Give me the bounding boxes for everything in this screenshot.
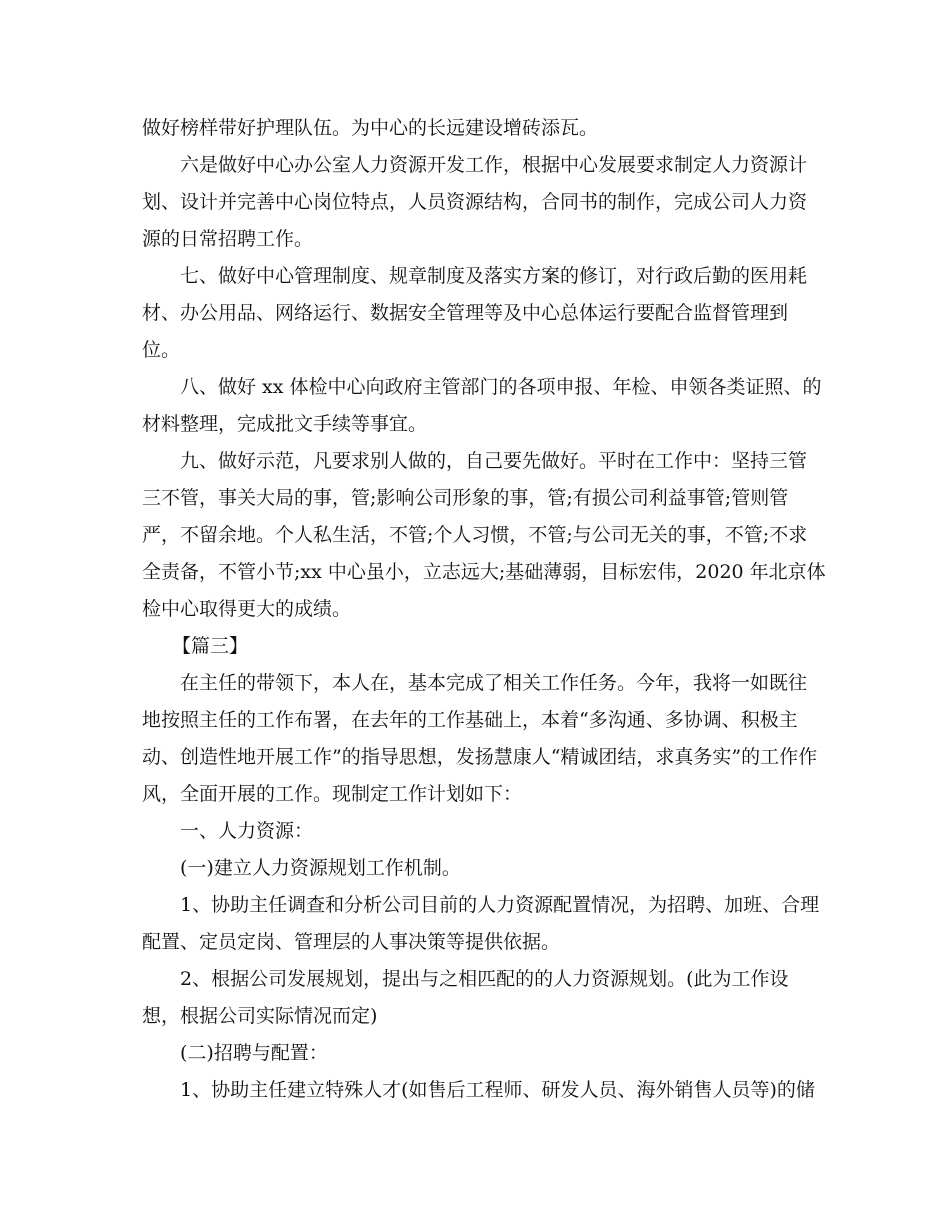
text-line: 检中心取得更大的成绩。 — [142, 598, 352, 620]
paragraph-seven-line: 七、做好中心管理制度、规章制度及落实方案的修订，对行政后勤的医用耗 — [180, 265, 808, 287]
list-item-line: 1、协助主任调查和分析公司目前的人力资源配置情况，为招聘、加班、合理 — [180, 894, 820, 916]
subheading-human-resources: 一、人力资源： — [180, 820, 314, 842]
text-line: 地按照主任的工作布署，在去年的工作基础上，本着“多沟通、多协调、积极主 — [142, 709, 798, 731]
text-line: 风，全面开展的工作。现制定工作计划如下： — [142, 783, 523, 805]
text-line: 全责备，不管小节;xx 中心虽小，立志远大;基础薄弱，目标宏伟，2020 年北京体 — [142, 561, 826, 583]
text-line: 做好榜样带好护理队伍。为中心的长远建设增砖添瓦。 — [142, 117, 599, 139]
text-line: 位。 — [142, 339, 181, 361]
text-line: 材料整理，完成批文手续等事宜。 — [142, 413, 428, 435]
text-line: 源的日常招聘工作。 — [142, 228, 314, 250]
list-item-line: 1、协助主任建立特殊人才(如售后工程师、研发人员、海外销售人员等)的储 — [180, 1079, 815, 1101]
text-line: 想，根据公司实际情况而定) — [142, 1005, 378, 1027]
text-line: 划、设计并完善中心岗位特点，人员资源结构，合同书的制作，完成公司人力资 — [142, 191, 808, 213]
text-line: 严，不留余地。个人私生活，不管;个人习惯，不管;与公司无关的事，不管;不求 — [142, 524, 808, 546]
subheading-planning-mechanism: (一)建立人力资源规划工作机制。 — [180, 857, 461, 879]
list-item-line: 2、根据公司发展规划，提出与之相匹配的的人力资源规划。(此为工作设 — [180, 968, 789, 990]
paragraph-eight-line: 八、做好 xx 体检中心向政府主管部门的各项申报、年检、申领各类证照、的 — [180, 376, 822, 398]
text-line: 材、办公用品、网络运行、数据安全管理等及中心总体运行要配合监督管理到 — [142, 302, 789, 324]
paragraph-six-line: 六是做好中心办公室人力资源开发工作，根据中心发展要求制定人力资源计 — [180, 154, 808, 176]
section-heading: 【篇三】 — [172, 635, 249, 657]
paragraph-nine-line: 九、做好示范，凡要求别人做的，自己要先做好。平时在工作中：坚持三管 — [180, 450, 808, 472]
text-line: 配置、定员定岗、管理层的人事决策等提供依据。 — [142, 931, 561, 953]
text-line: 三不管，事关大局的事，管;影响公司形象的事，管;有损公司利益事管;管则管 — [142, 487, 789, 509]
text-line: 动、创造性地开展工作”的指导思想，发扬慧康人“精诚团结，求真务实”的工作作 — [142, 746, 818, 768]
section-three-intro-line: 在主任的带领下，本人在，基本完成了相关工作任务。今年，我将一如既往 — [180, 672, 808, 694]
subheading-recruitment: (二)招聘与配置： — [180, 1042, 328, 1064]
